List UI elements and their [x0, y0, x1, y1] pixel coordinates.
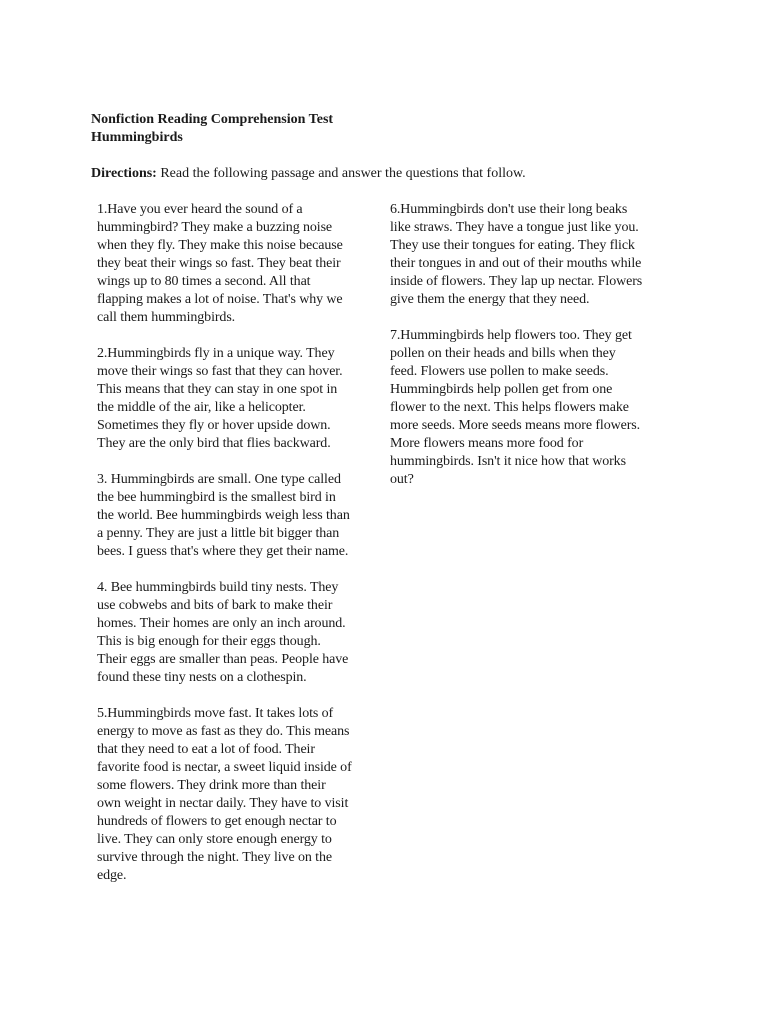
passage-paragraph-3: 3. Hummingbirds are small. One type called the bee hummingbird is the smallest bird in the world. Bee hummingbirds weigh less than a penny. They are just a little bit bigger than bees. I guess that's where they get their name. [97, 472, 350, 559]
passage-paragraph-6: 6.Hummingbirds don't use their long beaks like straws. They have a tongue just like you. They use their tongues for eating. They flick their tongues in and out of their mouths while inside of flowers. They lap up nectar. Flowers give them the energy that they need. [390, 202, 643, 307]
document-title: Nonfiction Reading Comprehension Test [91, 112, 334, 127]
title-block [91, 111, 333, 147]
passage-left-column [97, 201, 379, 903]
directions-text: Read the following passage and answer the questions that follow. [160, 166, 526, 181]
passage-paragraph-5: 5.Hummingbirds move fast. It takes lots of energy to move as fast as they do. This means that they need to eat a lot of food. Their favorite food is nectar, a sweet liquid inside of some flowers. They drink more than their own weight in nectar daily. They have to visit hundreds of flowers to get enough nectar to live. They can only store enough energy to survive through the night. They live on the edge. [97, 706, 352, 883]
passage-paragraph-7: 7.Hummingbirds help flowers too. They get pollen on their heads and bills when they feed. Flowers use pollen to make seeds. Hummingbirds help pollen get from one flower to the next. This helps flowers make more seeds. More seeds means more flowers. More flowers means more food for hummingbirds. Isn't it nice how that works out? [390, 328, 641, 487]
passage-paragraph-1: 1.Have you ever heard the sound of a hummingbird? They make a buzzing noise when they fly. They make this noise because they beat their wings so fast. They beat their wings up to 80 times a second. All that flapping makes a lot of noise. That's why we call them hummingbirds. [97, 202, 343, 325]
directions-label: Directions: [91, 166, 157, 181]
document-subtitle: Hummingbirds [91, 130, 183, 145]
passage-paragraph-4: 4. Bee hummingbirds build tiny nests. They use cobwebs and bits of bark to make their homes. Their homes are only an inch around. This is big enough for their eggs though. Their eggs are smaller than peas. People have found these tiny nests on a clothespin. [97, 580, 349, 685]
passage-paragraph-2: 2.Hummingbirds fly in a unique way. They move their wings so fast that they can hover. This means that they can stay in one spot in the middle of the air, like a helicopter. Sometimes they fly or hover upside down. They are the only bird that flies backward. [97, 346, 343, 451]
directions [91, 165, 526, 183]
passage-right-column [390, 201, 680, 507]
